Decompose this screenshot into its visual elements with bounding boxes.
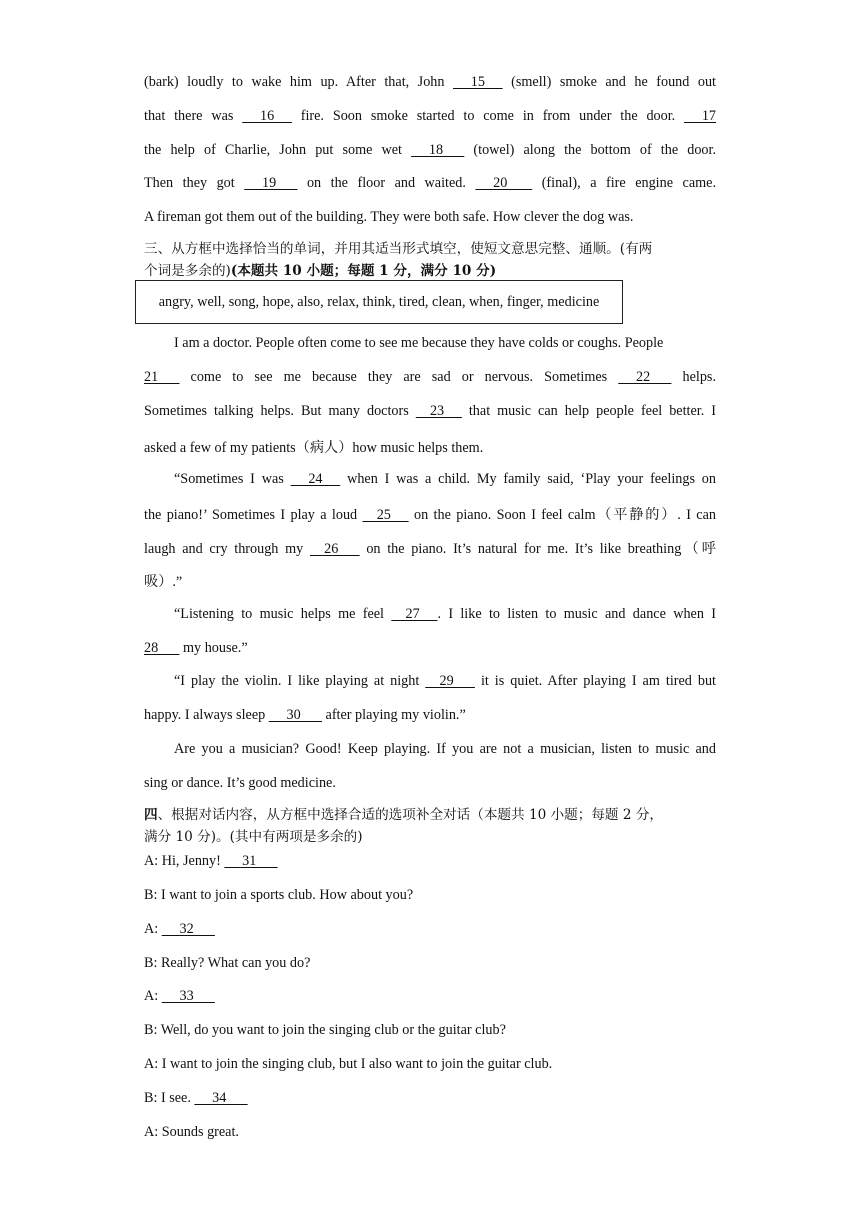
word-box: angry, well, song, hope, also, relax, think, tired, clean, when, finger, medicine bbox=[135, 280, 623, 324]
blank-24[interactable]: 24 bbox=[290, 471, 341, 487]
passage-line: A fireman got them out of the building. They were both safe. How clever the dog was. bbox=[144, 209, 634, 225]
passage-line: I am a doctor. People often come to see me because they have colds or coughs. People bbox=[174, 335, 664, 351]
dialogue-line: A: 33 bbox=[144, 988, 215, 1004]
passage-line: (bark) loudly to wake him up. After that, John 15 (smell) smoke and he found out bbox=[144, 74, 716, 90]
blank-33[interactable]: 33 bbox=[161, 988, 215, 1004]
section-3-scoring: (本题共 10 小题；每题 1 分，满分 10 分) bbox=[230, 263, 497, 279]
blank-29[interactable]: 29 bbox=[425, 673, 475, 689]
passage-line: “Sometimes I was 24 when I was a child. My family said, ‘Play your feelings on bbox=[174, 471, 716, 487]
blank-16[interactable]: 16 bbox=[242, 108, 292, 124]
blank-26[interactable]: 26 bbox=[309, 541, 360, 557]
passage-line: “I play the violin. I like playing at night 29 it is quiet. After playing I am tired but bbox=[174, 673, 716, 689]
passage-line: Sometimes talking helps. But many doctors 23 that music can help people feel better. I bbox=[144, 403, 716, 419]
passage-line: the piano!’ Sometimes I play a loud 25 on the piano. Soon I feel calm（平静的）. I can bbox=[144, 507, 716, 523]
passage-line: laugh and cry through my 26 on the piano. It’s natural for me. It’s like breathing（呼 bbox=[144, 541, 716, 557]
passage-line: 吸）.” bbox=[144, 574, 183, 590]
blank-21[interactable]: 21 bbox=[144, 369, 180, 385]
section-3-heading: 三、从方框中选择恰当的单词，并用其适当形式填空，使短文意思完整、通顺。(有两 bbox=[144, 241, 653, 257]
dialogue-line: B: Really? What can you do? bbox=[144, 955, 311, 971]
blank-18[interactable]: 18 bbox=[411, 142, 465, 158]
dialogue-line: A: Sounds great. bbox=[144, 1124, 239, 1140]
dialogue-line: A: Hi, Jenny! 31 bbox=[144, 853, 278, 869]
passage-line: 28 my house.” bbox=[144, 640, 248, 656]
passage-line: 21 come to see me because they are sad or nervous. Sometimes 22 helps. bbox=[144, 369, 716, 385]
blank-32[interactable]: 32 bbox=[161, 921, 215, 937]
section-3-heading-cont: 个词是多余的)(本题共 10 小题；每题 1 分，满分 10 分) bbox=[144, 263, 497, 279]
dialogue-line: B: I want to join a sports club. How about you? bbox=[144, 887, 414, 903]
blank-17[interactable]: 17 bbox=[684, 108, 716, 124]
blank-34[interactable]: 34 bbox=[194, 1090, 248, 1106]
dialogue-line: B: I see. 34 bbox=[144, 1090, 248, 1106]
passage-line: that there was 16 fire. Soon smoke started to come in from under the door. 17 bbox=[144, 108, 716, 124]
passage-line: Are you a musician? Good! Keep playing. If you are not a musician, listen to music and bbox=[174, 741, 716, 757]
blank-15[interactable]: 15 bbox=[452, 74, 503, 90]
passage-line: happy. I always sleep 30 after playing my violin.” bbox=[144, 707, 466, 723]
passage-line: sing or dance. It’s good medicine. bbox=[144, 775, 336, 791]
blank-31[interactable]: 31 bbox=[224, 853, 278, 869]
passage-line: asked a few of my patients（病人）how music helps them. bbox=[144, 440, 484, 456]
blank-19[interactable]: 19 bbox=[244, 175, 298, 191]
passage-line: Then they got 19 on the floor and waited. 20 (final), a fire engine came. bbox=[144, 175, 716, 191]
section-4-heading: 四、根据对话内容，从方框中选择合适的选项补全对话（本题共 10 小题；每题 2 分， bbox=[144, 807, 664, 823]
dialogue-line: A: 32 bbox=[144, 921, 215, 937]
passage-line: the help of Charlie, John put some wet 18 (towel) along the bottom of the door. bbox=[144, 142, 716, 158]
blank-25[interactable]: 25 bbox=[362, 507, 409, 523]
dialogue-line: A: I want to join the singing club, but I also want to join the guitar club. bbox=[144, 1056, 553, 1072]
blank-28[interactable]: 28 bbox=[144, 640, 180, 656]
blank-27[interactable]: 27 bbox=[391, 606, 438, 622]
blank-23[interactable]: 23 bbox=[415, 403, 462, 419]
blank-20[interactable]: 20 bbox=[475, 175, 533, 191]
passage-line: “Listening to music helps me feel 27 . I like to listen to music and dance when I bbox=[174, 606, 716, 622]
blank-22[interactable]: 22 bbox=[618, 369, 672, 385]
blank-30[interactable]: 30 bbox=[268, 707, 322, 723]
dialogue-line: B: Well, do you want to join the singing club or the guitar club? bbox=[144, 1022, 506, 1038]
section-4-heading-cont: 满分 10 分)。(其中有两项是多余的) bbox=[144, 829, 363, 845]
